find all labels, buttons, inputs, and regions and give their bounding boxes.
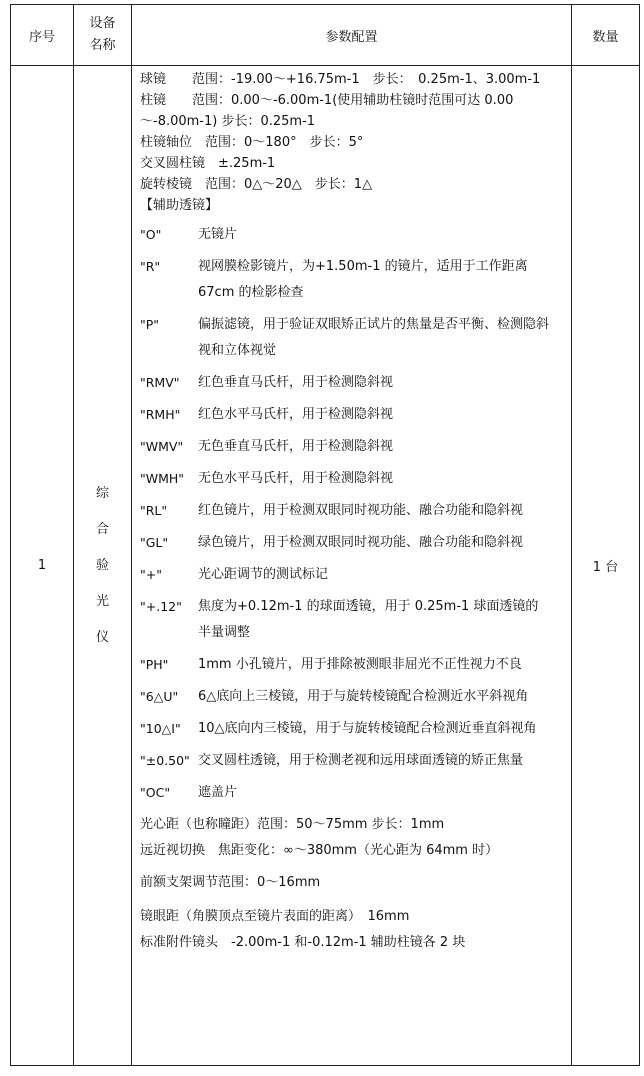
aux-lens-item bbox=[140, 498, 567, 524]
param-sphere: 球镜 范围：-19.00～+16.75m-1 步长： 0.25m-1、3.00m-1 bbox=[140, 72, 541, 87]
aux-lens-desc: 视网膜检影镜片，为+1.50m-1 的镜片，适用于工作距离 67cm 的检影检查 bbox=[198, 259, 528, 300]
aux-lens-code: "R" bbox=[140, 259, 161, 274]
aux-lens-item bbox=[140, 562, 567, 588]
aux-lens-desc: 无色水平马氏杆，用于检测隐斜视 bbox=[198, 471, 394, 486]
aux-lens-code: "RMH" bbox=[140, 407, 181, 422]
aux-lens-code: "+.12" bbox=[140, 599, 182, 614]
aux-lens-desc: 绿色镜片，用于检测双眼同时视功能、融合功能和隐斜视 bbox=[198, 535, 524, 550]
param-vertex-distance: 镜眼距（角膜顶点至镜片表面的距离） 16mm bbox=[140, 909, 410, 924]
aux-lens-code: "P" bbox=[140, 317, 160, 332]
param-near-far: 远近视切换 焦距变化：∞～380mm（光心距为 64mm 时） bbox=[140, 843, 499, 858]
param-rotary-prism: 旋转棱镜 范围：0△～20△ 步长：1△ bbox=[140, 177, 373, 192]
aux-lens-item bbox=[140, 530, 567, 556]
param-aux-lens-heading: 【辅助透镜】 bbox=[140, 198, 219, 213]
aux-lens-item bbox=[140, 780, 567, 806]
aux-lens-code: "6△U" bbox=[140, 689, 179, 704]
row-seq: 1 bbox=[11, 66, 74, 1066]
device-char: 验 bbox=[95, 557, 109, 573]
aux-lens-desc: 10△底向内三棱镜，用于与旋转棱镜配合检测近垂直斜视角 bbox=[198, 721, 537, 736]
param-cylinder: 柱镜 范围：0.00～-6.00m-1(使用辅助柱镜时范围可达 0.00～-8.00m-1) 步长：0.25m-1 bbox=[140, 93, 514, 129]
aux-lens-desc: 偏振滤镜，用于验证双眼矫正试片的焦量是否平衡、检测隐斜视和立体视觉 bbox=[198, 317, 550, 358]
header-params: 参数配置 bbox=[132, 5, 572, 66]
device-char: 光 bbox=[95, 593, 109, 609]
aux-lens-item bbox=[140, 370, 567, 396]
aux-lens-code: "RL" bbox=[140, 503, 168, 518]
device-char: 综 bbox=[95, 485, 109, 501]
param-pd: 光心距（也称瞳距）范围：50～75mm 步长：1mm bbox=[140, 817, 445, 832]
aux-lens-code: "GL" bbox=[140, 535, 169, 550]
aux-lens-code: "+" bbox=[140, 567, 162, 582]
param-accessories: 标准附件镜头 -2.00m-1 和-0.12m-1 辅助柱镜各 2 块 bbox=[140, 935, 466, 950]
spec-table bbox=[10, 4, 640, 1066]
aux-lens-desc: 6△底向上三棱镜，用于与旋转棱镜配合检测近水平斜视角 bbox=[198, 689, 529, 704]
header-device-line2: 名称 bbox=[89, 38, 116, 53]
param-forehead: 前额支架调节范围：0～16mm bbox=[140, 875, 321, 890]
aux-lens-item bbox=[140, 684, 567, 710]
aux-lens-code: "OC" bbox=[140, 785, 171, 800]
aux-lens-item bbox=[140, 402, 567, 428]
aux-lens-desc: 焦度为+0.12m-1 的球面透镜，用于 0.25m-1 球面透镜的半量调整 bbox=[198, 599, 539, 640]
aux-lens-item bbox=[140, 716, 567, 742]
aux-lens-item bbox=[140, 222, 567, 248]
aux-lens-desc: 无镜片 bbox=[198, 227, 238, 242]
item-row bbox=[11, 66, 640, 1066]
aux-lens-code: "WMH" bbox=[140, 471, 185, 486]
aux-lens-code: "WMV" bbox=[140, 439, 184, 454]
aux-lens-desc: 交叉圆柱透镜，用于检测老视和远用球面透镜的矫正焦量 bbox=[198, 753, 524, 768]
device-char: 合 bbox=[95, 521, 109, 537]
header-row bbox=[11, 5, 640, 66]
aux-lens-code: "10△I" bbox=[140, 721, 181, 736]
header-device-line1: 设备 bbox=[89, 16, 116, 31]
aux-lens-desc: 遮盖片 bbox=[198, 785, 238, 800]
row-params bbox=[132, 66, 572, 1066]
header-qty: 数量 bbox=[572, 5, 640, 66]
aux-lens-item bbox=[140, 594, 567, 646]
aux-lens-desc: 光心距调节的测试标记 bbox=[198, 567, 329, 582]
aux-lens-code: "O" bbox=[140, 227, 162, 242]
aux-lens-item bbox=[140, 254, 567, 306]
aux-lens-desc: 红色水平马氏杆，用于检测隐斜视 bbox=[198, 407, 394, 422]
aux-lens-item bbox=[140, 652, 567, 678]
device-char: 仪 bbox=[95, 629, 109, 645]
aux-lens-item bbox=[140, 466, 567, 492]
param-cyl-axis: 柱镜轴位 范围：0～180° 步长：5° bbox=[140, 135, 364, 150]
aux-lens-desc: 无色垂直马氏杆，用于检测隐斜视 bbox=[198, 439, 394, 454]
aux-lens-code: "PH" bbox=[140, 657, 169, 672]
aux-lens-item bbox=[140, 312, 567, 364]
aux-lens-code: "±0.50" bbox=[140, 753, 190, 768]
aux-lens-code: "RMV" bbox=[140, 375, 180, 390]
aux-lens-desc: 红色垂直马氏杆，用于检测隐斜视 bbox=[198, 375, 394, 390]
header-seq: 序号 bbox=[11, 5, 74, 66]
aux-lens-desc: 红色镜片，用于检测双眼同时视功能、融合功能和隐斜视 bbox=[198, 503, 524, 518]
aux-lens-list bbox=[140, 222, 567, 806]
param-cross-cyl: 交叉圆柱镜 ±.25m-1 bbox=[140, 156, 276, 171]
aux-lens-desc: 1mm 小孔镜片，用于排除被测眼非屈光不正性视力不良 bbox=[198, 657, 522, 672]
aux-lens-item bbox=[140, 748, 567, 774]
row-qty: 1 台 bbox=[572, 66, 640, 1066]
row-device-name bbox=[74, 66, 132, 1066]
header-device-name bbox=[74, 5, 132, 66]
aux-lens-item bbox=[140, 434, 567, 460]
